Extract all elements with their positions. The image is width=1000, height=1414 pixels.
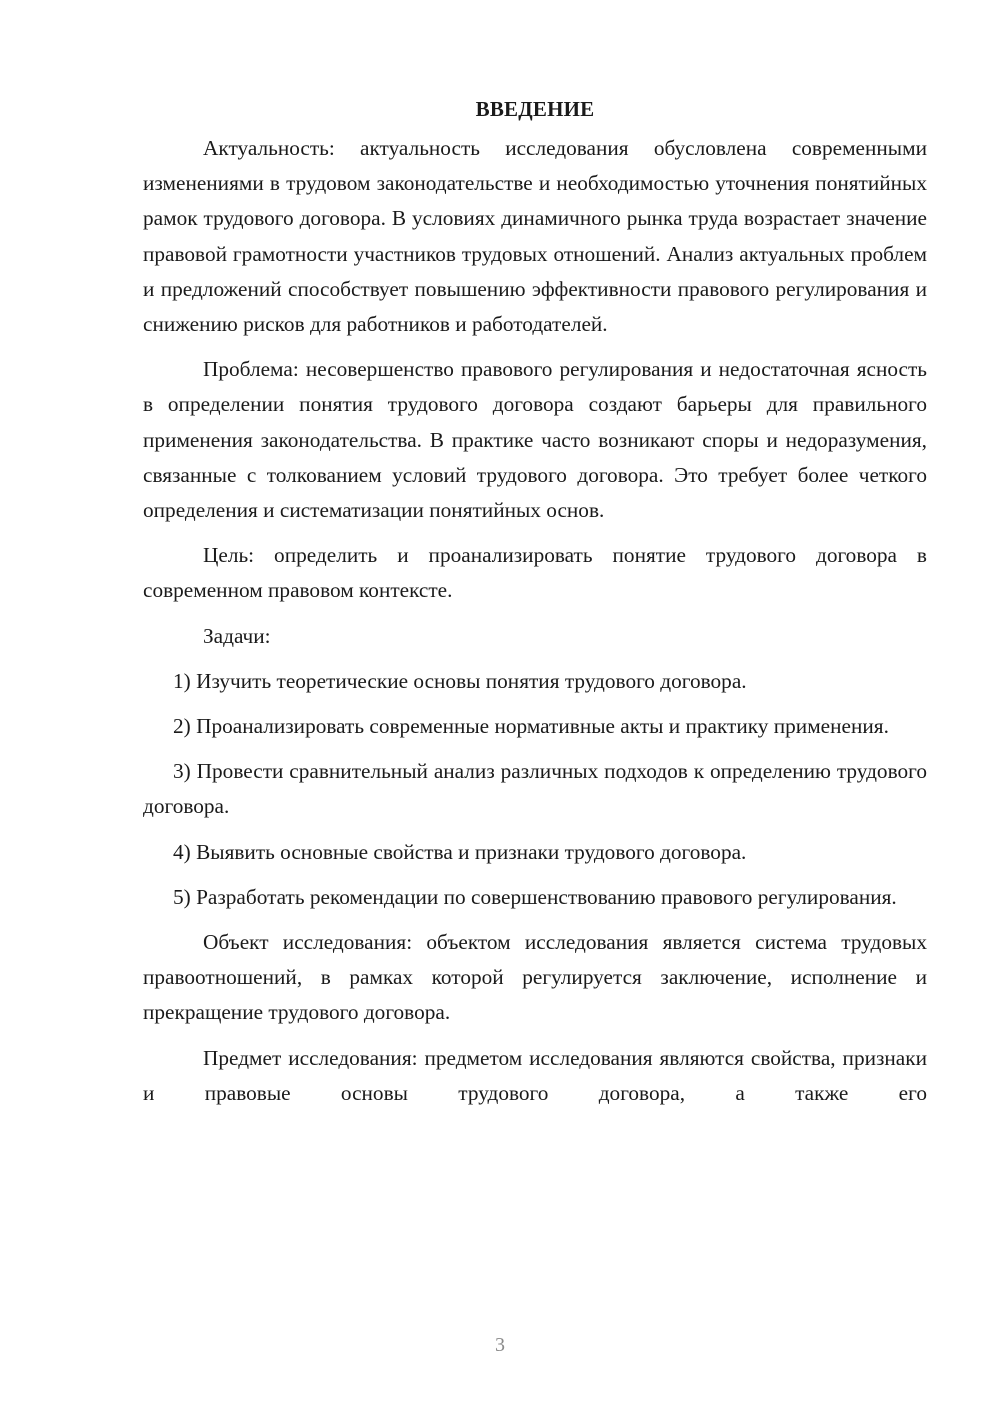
task-item: 2) Проанализировать современные нормативные акты и практику применения. (173, 714, 889, 739)
paragraph-tasks-heading: Задачи: (203, 623, 271, 648)
page-number: 3 (495, 1334, 505, 1356)
task-item: 1) Изучить теоретические основы понятия трудового договора. (173, 668, 747, 693)
section-title: ВВЕДЕНИЕ (475, 97, 595, 121)
paragraph-problem: Проблема: несовершенство правового регулирования и недостаточная ясность в определении понятия трудового договора создают барьеры для правильного применения законодательства. В практике часто возникают споры и недоразумения, связанные с толкованием условий трудового договора. Это требует более четкого определения и систематизации понятийных основ. (143, 357, 927, 523)
paragraph-subject: Предмет исследования: предметом исследования являются свойства, признаки и правовые основы трудового договора, а также его (143, 1045, 927, 1105)
document-body (143, 92, 927, 1121)
task-item: 3) Провести сравнительный анализ различных подходов к определению трудового договора. (143, 759, 927, 819)
task-item: 5) Разработать рекомендации по совершенствованию правового регулирования. (173, 884, 897, 909)
task-item: 4) Выявить основные свойства и признаки трудового договора. (173, 839, 747, 864)
paragraph-goal: Цель: определить и проанализировать понятие трудового договора в современном правовом контексте. (143, 543, 927, 603)
paragraph-relevance: Актуальность: актуальность исследования обусловлена современными изменениями в трудовом законодательстве и необходимостью уточнения понятийных рамок трудового договора. В условиях динамичного рынка труда возрастает значение правовой грамотности участников трудовых отношений. Анализ актуальных проблем и предложений способствует повышению эффективности правового регулирования и снижению рисков для работников и работодателей. (143, 136, 927, 337)
paragraph-object: Объект исследования: объектом исследования является система трудовых правоотношений, в рамках которой регулируется заключение, исполнение и прекращение трудового договора. (143, 930, 927, 1025)
